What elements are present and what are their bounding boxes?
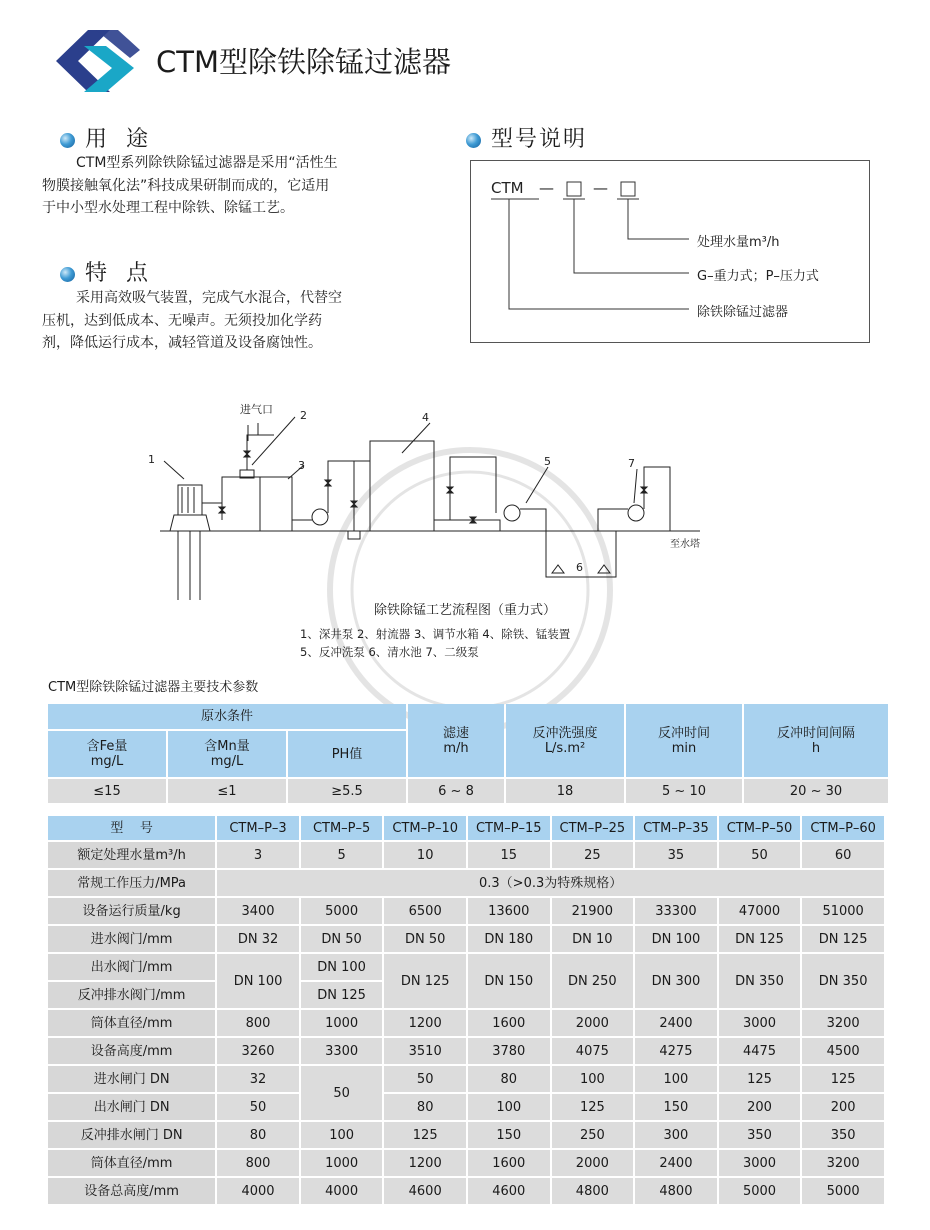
cell: 15: [468, 842, 550, 868]
num-4: 4: [422, 411, 429, 424]
table-row: [48, 1178, 884, 1204]
cell: 125: [802, 1066, 884, 1092]
cell: DN 100: [301, 954, 383, 980]
cell: 10: [384, 842, 466, 868]
cell: 1000: [301, 1010, 383, 1036]
num-5: 5: [544, 455, 551, 468]
table-row: [48, 1038, 884, 1064]
cell: 80: [217, 1122, 299, 1148]
raw-water-table: [46, 702, 890, 805]
param-value: ≤15: [48, 779, 166, 803]
cell: 250: [552, 1122, 634, 1148]
cell: 4500: [802, 1038, 884, 1064]
row-label: 出水阀门/mm: [48, 954, 215, 980]
param-value: ≤1: [168, 779, 286, 803]
cell: DN 180: [468, 926, 550, 952]
cell: 2000: [552, 1150, 634, 1176]
cell: DN 125: [802, 926, 884, 952]
cell: 4600: [468, 1178, 550, 1204]
cell: DN 10: [552, 926, 634, 952]
table-row: [48, 1150, 884, 1176]
cell: 3400: [217, 898, 299, 924]
table-row: [48, 1122, 884, 1148]
cell: 100: [468, 1094, 550, 1120]
features-heading: 特 点: [60, 256, 154, 287]
cell: 3510: [384, 1038, 466, 1064]
num-7: 7: [628, 457, 635, 470]
model-heading: 型号说明: [466, 122, 587, 153]
row-label: 进水闸门 DN: [48, 1066, 215, 1092]
cell: 125: [552, 1094, 634, 1120]
cell: 6500: [384, 898, 466, 924]
cell: 4275: [635, 1038, 717, 1064]
table-row: [48, 926, 884, 952]
cell: 4475: [719, 1038, 801, 1064]
row-label: 设备运行质量/kg: [48, 898, 215, 924]
cell: 125: [719, 1066, 801, 1092]
model-diagram: [471, 161, 871, 344]
cell: 100: [552, 1066, 634, 1092]
model-header: 型 号: [48, 816, 215, 840]
cell: 51000: [802, 898, 884, 924]
cell: 4000: [217, 1178, 299, 1204]
model-dash-2: —: [593, 179, 608, 197]
table-row: [48, 898, 884, 924]
cell: 60: [802, 842, 884, 868]
cell: DN 125: [719, 926, 801, 952]
param-value: 20 ~ 30: [744, 779, 888, 803]
row-label: 进水阀门/mm: [48, 926, 215, 952]
pressure-cell: 0.3（>0.3为特殊规格）: [217, 870, 884, 896]
row-label: 设备总高度/mm: [48, 1178, 215, 1204]
table-title: CTM型除铁除锰过滤器主要技术参数: [48, 680, 259, 695]
cell: 80: [384, 1094, 466, 1120]
cell: 35: [635, 842, 717, 868]
regulating-tank: [260, 477, 292, 531]
cell: 5000: [802, 1178, 884, 1204]
row-label: 设备高度/mm: [48, 1038, 215, 1064]
model-cell: CTM–P–50: [719, 816, 801, 840]
iron-manganese-unit: [370, 441, 434, 531]
model-cell: CTM–P–10: [384, 816, 466, 840]
cell: 5: [301, 842, 383, 868]
page-title: CTM型除铁除锰过滤器: [156, 45, 451, 79]
spec-table: [46, 814, 886, 1206]
cell: 50: [719, 842, 801, 868]
cell: 2400: [635, 1150, 717, 1176]
fe-header: 含Fe量 mg/L: [48, 731, 166, 777]
raw-water-header: 原水条件: [48, 704, 406, 729]
model-cell: CTM–P–5: [301, 816, 383, 840]
usage-text: CTM型系列除铁除锰过滤器是采用“活性生 物膜接触氧化法”科技成果研制而成的，它适用 于中小型水处理工程中除铁、除锰工艺。: [42, 155, 338, 216]
flow-caption: 除铁除锰工艺流程图（重力式）: [373, 603, 556, 618]
cell: 50: [301, 1066, 383, 1120]
cell: 2000: [552, 1010, 634, 1036]
cell: DN 100: [217, 954, 299, 1008]
model-cell: CTM–P–35: [635, 816, 717, 840]
cell: DN 50: [384, 926, 466, 952]
model-cell: CTM–P–15: [468, 816, 550, 840]
flow-legend-2: 5、反冲洗泵 6、清水池 7、二级泵: [300, 645, 479, 659]
brand-logo: [48, 28, 148, 94]
inlet-label: 进气口: [240, 403, 273, 416]
model-cell: CTM–P–60: [802, 816, 884, 840]
cell: DN 50: [301, 926, 383, 952]
cell: 1000: [301, 1150, 383, 1176]
model-label-type: G–重力式；P–压力式: [697, 269, 819, 284]
cell: 32: [217, 1066, 299, 1092]
model-cell: CTM–P–3: [217, 816, 299, 840]
flow-legend-1: 1、深井泵 2、射流器 3、调节水箱 4、除铁、锰装置: [300, 627, 571, 641]
cell: 150: [635, 1094, 717, 1120]
cell: 100: [301, 1122, 383, 1148]
cell: DN 350: [802, 954, 884, 1008]
wash-time-header: 反冲时间 min: [626, 704, 742, 777]
param-value: 18: [506, 779, 624, 803]
table-row: [48, 842, 884, 868]
cell: 25: [552, 842, 634, 868]
table-row: [48, 1066, 884, 1092]
cell: 150: [468, 1122, 550, 1148]
cell: DN 300: [635, 954, 717, 1008]
cell: 3000: [719, 1010, 801, 1036]
cell: 3000: [719, 1150, 801, 1176]
cell: 300: [635, 1122, 717, 1148]
bullet-icon: [466, 133, 481, 148]
speed-header: 滤速 m/h: [408, 704, 504, 777]
bullet-icon: [60, 267, 75, 282]
num-2: 2: [300, 409, 307, 422]
cell: 1200: [384, 1010, 466, 1036]
cell: 50: [217, 1094, 299, 1120]
outlet-label: 至水塔: [670, 539, 700, 550]
model-dash-1: —: [539, 179, 554, 197]
row-label: 反冲排水阀门/mm: [48, 982, 215, 1008]
cell: DN 350: [719, 954, 801, 1008]
process-flow-diagram: [140, 395, 730, 600]
cell: 350: [719, 1122, 801, 1148]
table-row: [48, 870, 884, 896]
cell: 3: [217, 842, 299, 868]
cell: 50: [384, 1066, 466, 1092]
cell: 800: [217, 1150, 299, 1176]
model-label-flow: 处理水量m³/h: [697, 235, 780, 250]
cell: 3300: [301, 1038, 383, 1064]
row-label: 额定处理水量m³/h: [48, 842, 215, 868]
cell: 4600: [384, 1178, 466, 1204]
ph-header: PH值: [288, 731, 406, 777]
cell: DN 125: [301, 982, 383, 1008]
cell: 200: [802, 1094, 884, 1120]
cell: 4000: [301, 1178, 383, 1204]
row-label: 筒体直径/mm: [48, 1010, 215, 1036]
cell: 13600: [468, 898, 550, 924]
cell: DN 150: [468, 954, 550, 1008]
param-value: ≥5.5: [288, 779, 406, 803]
table-row: [48, 1010, 884, 1036]
cell: 5000: [719, 1178, 801, 1204]
row-label: 常规工作压力/MPa: [48, 870, 215, 896]
model-label-name: 除铁除锰过滤器: [697, 305, 789, 320]
cell: DN 100: [635, 926, 717, 952]
usage-heading: 用 途: [60, 122, 154, 153]
cell: 125: [384, 1122, 466, 1148]
wash-header: 反冲洗强度 L/s.m²: [506, 704, 624, 777]
cell: DN 250: [552, 954, 634, 1008]
cell: 3260: [217, 1038, 299, 1064]
cell: DN 125: [384, 954, 466, 1008]
cell: 1600: [468, 1150, 550, 1176]
row-label: 筒体直径/mm: [48, 1150, 215, 1176]
secondary-pump: [628, 505, 644, 521]
cell: 2400: [635, 1010, 717, 1036]
param-value: 5 ~ 10: [626, 779, 742, 803]
cell: 47000: [719, 898, 801, 924]
cell: 21900: [552, 898, 634, 924]
table-row: [48, 954, 884, 980]
cell: 800: [217, 1010, 299, 1036]
cell: 4075: [552, 1038, 634, 1064]
wash-interval-header: 反冲时间间隔 h: [744, 704, 888, 777]
backwash-pump: [504, 505, 520, 521]
cell: 4800: [552, 1178, 634, 1204]
row-label: 反冲排水闸门 DN: [48, 1122, 215, 1148]
cell: 4800: [635, 1178, 717, 1204]
cell: 3200: [802, 1150, 884, 1176]
model-code: CTM: [491, 179, 524, 197]
table-row: [48, 1094, 884, 1120]
cell: 1600: [468, 1010, 550, 1036]
features-text: 采用高效吸气装置，完成气水混合，代替空 压机，达到低成本、无噪声。无须投加化学药 剂，降低运行成本，减轻管道及设备腐蚀性。: [42, 290, 342, 351]
num-3: 3: [298, 459, 305, 472]
cell: 80: [468, 1066, 550, 1092]
pump-a: [312, 509, 328, 525]
cell: 1200: [384, 1150, 466, 1176]
cell: 200: [719, 1094, 801, 1120]
mn-header: 含Mn量 mg/L: [168, 731, 286, 777]
cell: 100: [635, 1066, 717, 1092]
cell: 33300: [635, 898, 717, 924]
model-box: [470, 160, 870, 343]
row-label: 出水闸门 DN: [48, 1094, 215, 1120]
param-value: 6 ~ 8: [408, 779, 504, 803]
cell: DN 32: [217, 926, 299, 952]
num-6: 6: [576, 561, 583, 574]
model-cell: CTM–P–25: [552, 816, 634, 840]
cell: 350: [802, 1122, 884, 1148]
bullet-icon: [60, 133, 75, 148]
cell: 5000: [301, 898, 383, 924]
num-1: 1: [148, 453, 155, 466]
cell: 3780: [468, 1038, 550, 1064]
cell: 3200: [802, 1010, 884, 1036]
